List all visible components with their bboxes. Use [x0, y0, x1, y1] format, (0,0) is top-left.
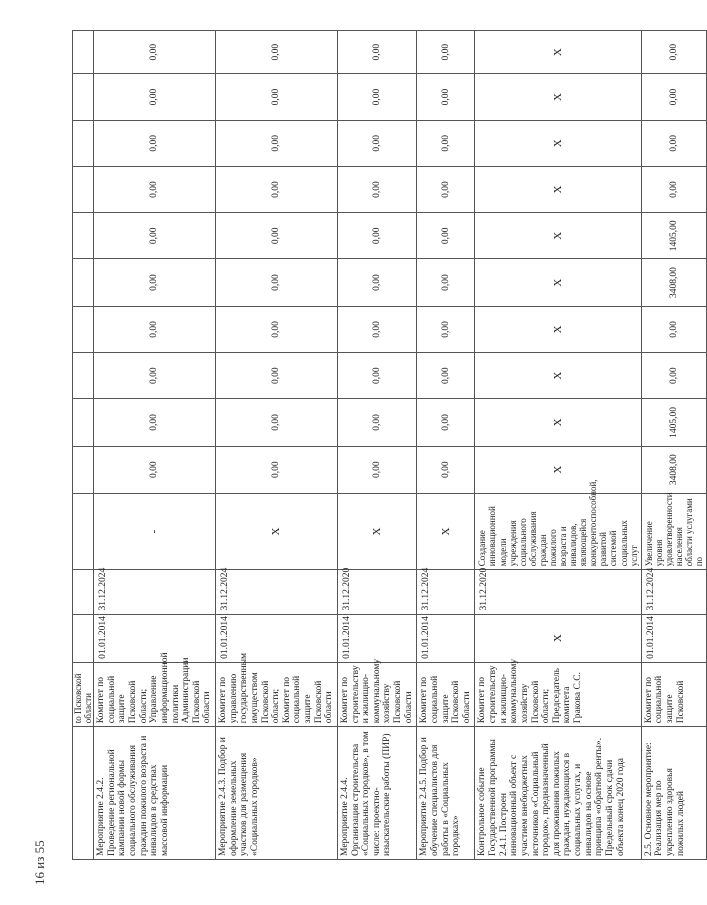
- value-cell: 0,00: [216, 399, 338, 446]
- value-cell: 0,00: [417, 31, 475, 74]
- value-cell: 0,00: [417, 353, 475, 399]
- value-cell: 0,00: [641, 74, 706, 120]
- row-executor: Комитет по строительству и жилищно-коммунальному хозяйству Псковской области: [337, 662, 416, 726]
- value-cell: 0,00: [337, 74, 416, 120]
- value-cell: 0,00: [216, 166, 338, 212]
- value-cell: 0,00: [94, 353, 216, 399]
- table-row: [641, 31, 706, 860]
- row-end: 31.12.2020: [337, 570, 416, 614]
- row-name: Мероприятие 2.4.4. Организация строительства «Социальных городков», в том числе: проектно-изыскательские работы (ПИР): [337, 727, 416, 860]
- row-start: 01.01.2014: [216, 614, 338, 662]
- value-cell: 0,00: [337, 353, 416, 399]
- value-cell: 0,00: [216, 259, 338, 306]
- page-number: 16 из 55: [32, 840, 47, 885]
- value-cell: 0,00: [337, 259, 416, 306]
- value-cell: 3408,00: [641, 259, 706, 306]
- value-cell: 0,00: [94, 120, 216, 166]
- value-cell: X: [475, 399, 641, 446]
- row-result: X: [337, 493, 416, 569]
- value-cell: 1405,00: [641, 213, 706, 259]
- value-cell: 0,00: [337, 166, 416, 212]
- value-cell: 0,00: [94, 399, 216, 446]
- row-start: 01.01.2014: [94, 614, 216, 662]
- row-name: 2.5. Основное мероприятие: Реализация мер по укреплению здоровья пожилых людей: [641, 727, 706, 860]
- row-executor: Комитет по социальной защите Псковской области: [417, 662, 475, 726]
- row-result: X: [216, 493, 338, 569]
- value-cell: 0,00: [417, 399, 475, 446]
- value-cell: 0,00: [417, 446, 475, 493]
- row-name: Мероприятие 2.4.2. Проведение региональной кампании новой формы социального обслуживания граждин пожилого возраста и инвалидов в средствах массовой информации: [94, 727, 216, 860]
- value-cell: 0,00: [417, 166, 475, 212]
- value-cell: 0,00: [337, 213, 416, 259]
- value-cell: 0,00: [337, 446, 416, 493]
- value-cell: 0,00: [337, 399, 416, 446]
- value-cell: X: [475, 259, 641, 306]
- value-cell: 0,00: [94, 31, 216, 74]
- value-cell: 0,00: [417, 74, 475, 120]
- table-row: [475, 31, 641, 860]
- value-cell: 0,00: [216, 31, 338, 74]
- value-cell: 0,00: [94, 446, 216, 493]
- value-cell: X: [475, 213, 641, 259]
- value-cell: 0,00: [94, 74, 216, 120]
- value-cell: 0,00: [216, 446, 338, 493]
- row-name: Мероприятие 2.4.3. Подбор и оформление земельных участков для размещения «Социальных городков»: [216, 727, 338, 860]
- row-name: Контрольное событие Государственной программы 2.4.1. Построен инновационный объект с участием внебюджетных источников «Социальный городок», предназначенный для проживания пожилых граждан, нуждающихся в социальных услугах, и инвалидов на основе принципа «обратной ренты». Предельный срок сдачи объекта конец 2020 года: [475, 727, 641, 860]
- value-cell: X: [475, 446, 641, 493]
- row-executor: Комитет по управлению государственным имуществом Псковской области; Комитет по социальной защите Псковской области: [216, 662, 338, 726]
- value-cell: 0,00: [641, 306, 706, 352]
- value-cell: 0,00: [417, 213, 475, 259]
- row-start: X: [475, 614, 641, 662]
- value-cell: 0,00: [337, 31, 416, 74]
- row-result: Увеличение уровня удовлетворенности населения области услугами по: [641, 493, 706, 569]
- table-row: [417, 31, 475, 860]
- table-row: [337, 31, 416, 860]
- row-start: 01.01.2014: [337, 614, 416, 662]
- row-executor: Комитет по социальной защите Псковской: [641, 662, 706, 726]
- row-end: 31.12.2024: [417, 570, 475, 614]
- value-cell: 0,00: [417, 259, 475, 306]
- row-end: 31.12.2024: [641, 570, 706, 614]
- value-cell: 0,00: [94, 306, 216, 352]
- value-cell: X: [475, 306, 641, 352]
- row-result: Создание инновационной модели учреждения социального обслуживания граждан пожилого возраста и инвалидов, являющейся конкурентоспособной, развитой системой социальных услуг: [475, 493, 641, 569]
- row-executor: Комитет по социальной защите Псковской области; Управление информационной политики Администрации Псковской области: [94, 662, 216, 726]
- row-end: 31.12.2024: [94, 570, 216, 614]
- row-start: 01.01.2014: [641, 614, 706, 662]
- value-cell: 0,00: [337, 120, 416, 166]
- value-cell: 0,00: [216, 74, 338, 120]
- value-cell: 0,00: [417, 306, 475, 352]
- value-cell: 0,00: [641, 166, 706, 212]
- row-name: Мероприятие 2.4.5. Подбор и обучение специалистов для работы в «Социальных городках»: [417, 727, 475, 860]
- row-end: 31.12.2024: [216, 570, 338, 614]
- value-cell: X: [475, 74, 641, 120]
- value-cell: X: [475, 353, 641, 399]
- table-row: [94, 31, 216, 860]
- value-cell: 0,00: [216, 306, 338, 352]
- value-cell: 0,00: [417, 120, 475, 166]
- value-cell: 0,00: [641, 353, 706, 399]
- top-cell: to Псковской области: [73, 662, 94, 726]
- value-cell: 0,00: [94, 166, 216, 212]
- value-cell: 0,00: [94, 259, 216, 306]
- value-cell: 0,00: [216, 353, 338, 399]
- value-cell: 1405,00: [641, 399, 706, 446]
- value-cell: 0,00: [641, 31, 706, 74]
- value-cell: X: [475, 120, 641, 166]
- value-cell: 0,00: [216, 213, 338, 259]
- value-cell: 0,00: [641, 120, 706, 166]
- value-cell: 0,00: [94, 213, 216, 259]
- value-cell: 0,00: [337, 306, 416, 352]
- row-start: 01.01.2014: [417, 614, 475, 662]
- value-cell: X: [475, 166, 641, 212]
- row-result: -: [94, 493, 216, 569]
- table-row: [216, 31, 338, 860]
- value-cell: 3408,00: [641, 446, 706, 493]
- program-measures-table: [72, 30, 707, 860]
- row-executor: Комитет по строительству и жилищно-коммунальному хозяйству Псковской области; Председатель комитета Гракова С.С.: [475, 662, 641, 726]
- value-cell: 0,00: [216, 120, 338, 166]
- row-result: X: [417, 493, 475, 569]
- table-row-top: [73, 31, 94, 860]
- row-end: 31.12.2020: [475, 570, 641, 614]
- value-cell: X: [475, 31, 641, 74]
